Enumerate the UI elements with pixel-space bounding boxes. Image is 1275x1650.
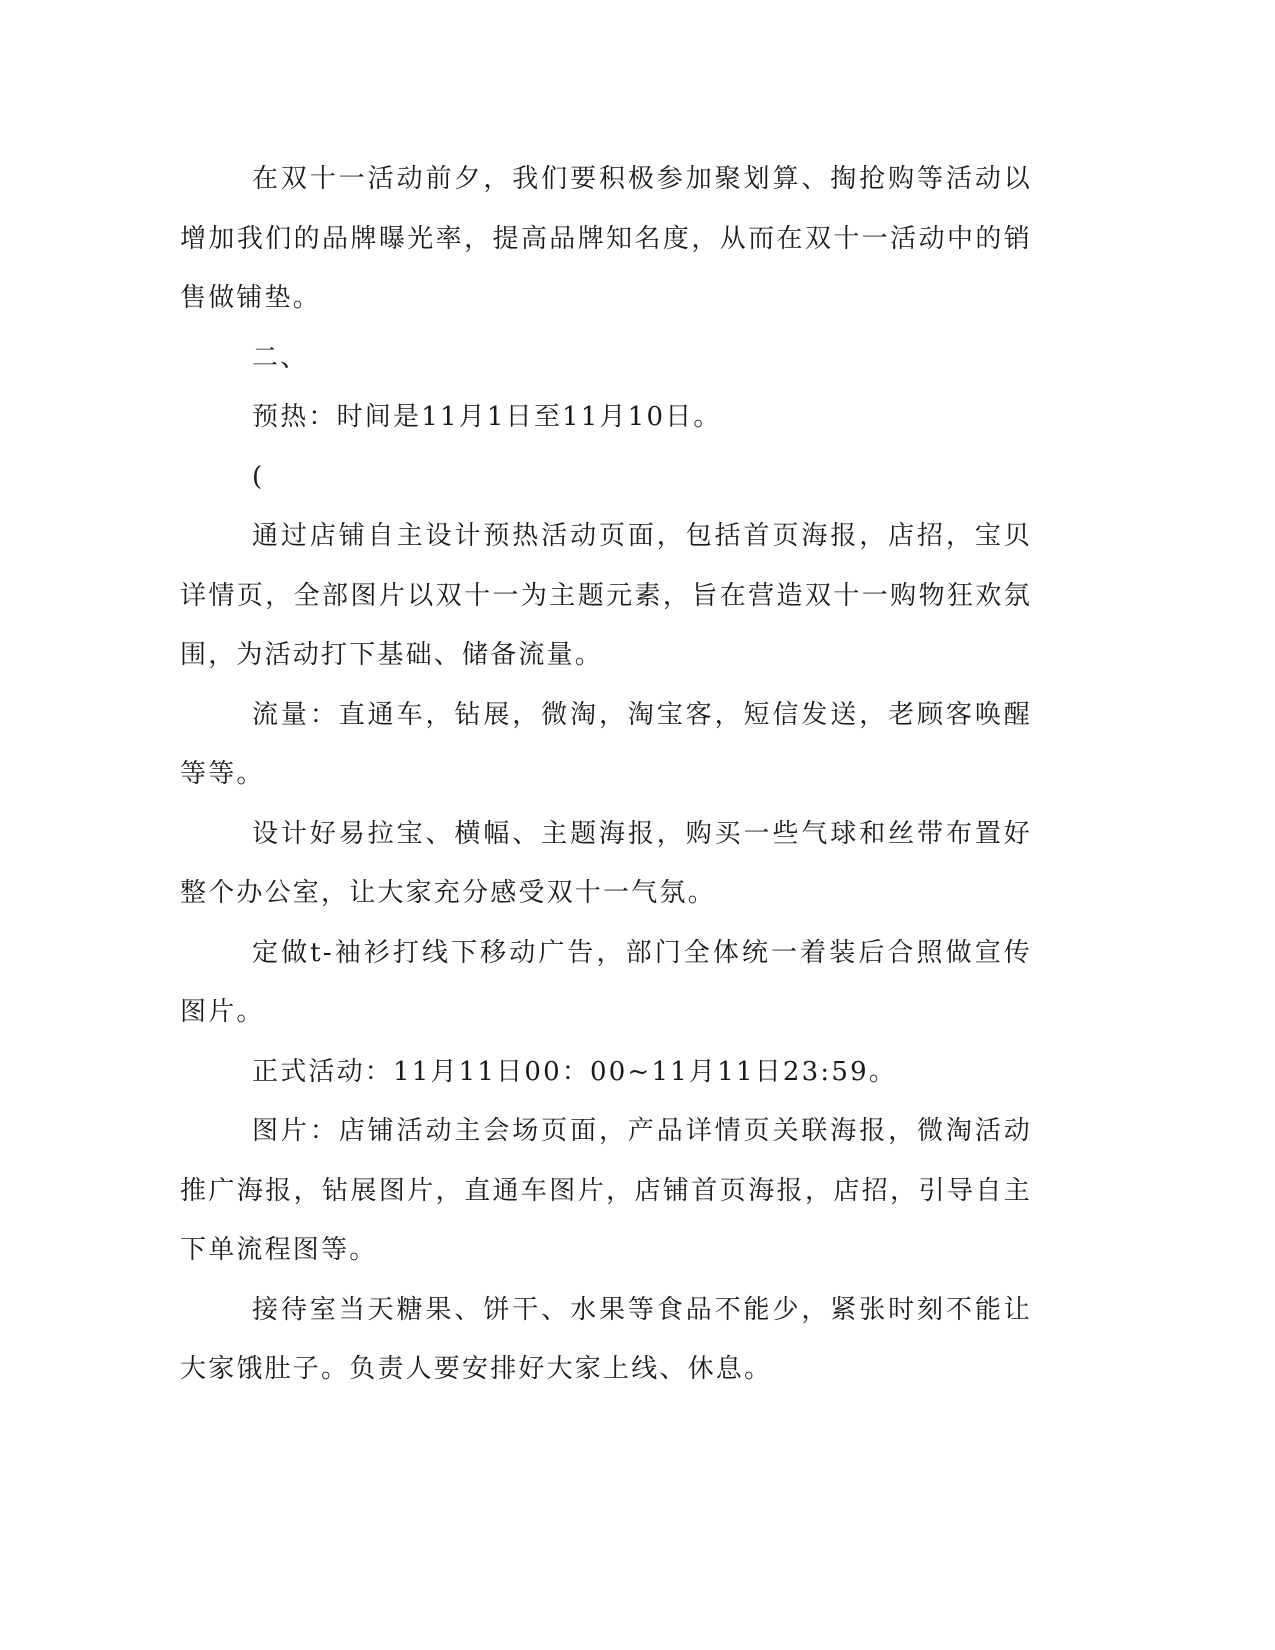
paragraph-traffic: 流量：直通车，钻展，微淘，淘宝客，短信发送，老顾客唤醒等等。 <box>180 699 1032 789</box>
paragraph-preheat-time: 预热：时间是11月1日至11月10日。 <box>252 402 722 432</box>
paragraph-preheat-design: 通过店铺自主设计预热活动页面，包括首页海报，店招，宝贝详情页，全部图片以双十一为主题元素，旨在营造双十一购物狂欢氛围，为活动打下基础、储备流量。 <box>180 521 1032 670</box>
document-page <box>180 150 1032 1400</box>
paragraph-reception: 接待室当天糖果、饼干、水果等食品不能少，紧张时刻不能让大家饿肚子。负责人要安排好大家上线、休息。 <box>180 1294 1032 1384</box>
paragraph-office-decoration: 设计好易拉宝、横幅、主题海报，购买一些气球和丝带布置好整个办公室，让大家充分感受双十一气氛。 <box>180 818 1032 908</box>
paragraph-formal-event: 正式活动：11月11日00：00~11月11日23:59。 <box>252 1056 898 1087</box>
paragraph-images: 图片：店铺活动主会场页面，产品详情页关联海报，微淘活动推广海报，钻展图片，直通车图片，店铺首页海报，店招，引导自主下单流程图等。 <box>180 1116 1032 1265</box>
section-number: 二、 <box>252 342 309 373</box>
paragraph-pre-event: 在双十一活动前夕，我们要积极参加聚划算、掏抢购等活动以增加我们的品牌曝光率，提高品牌知名度，从而在双十一活动中的销售做铺垫。 <box>180 164 1032 313</box>
paragraph-tshirt: 定做t-袖衫打线下移动广告，部门全体统一着装后合照做宣传图片。 <box>180 937 1032 1027</box>
paragraph-parenthesis: ( <box>252 461 265 492</box>
